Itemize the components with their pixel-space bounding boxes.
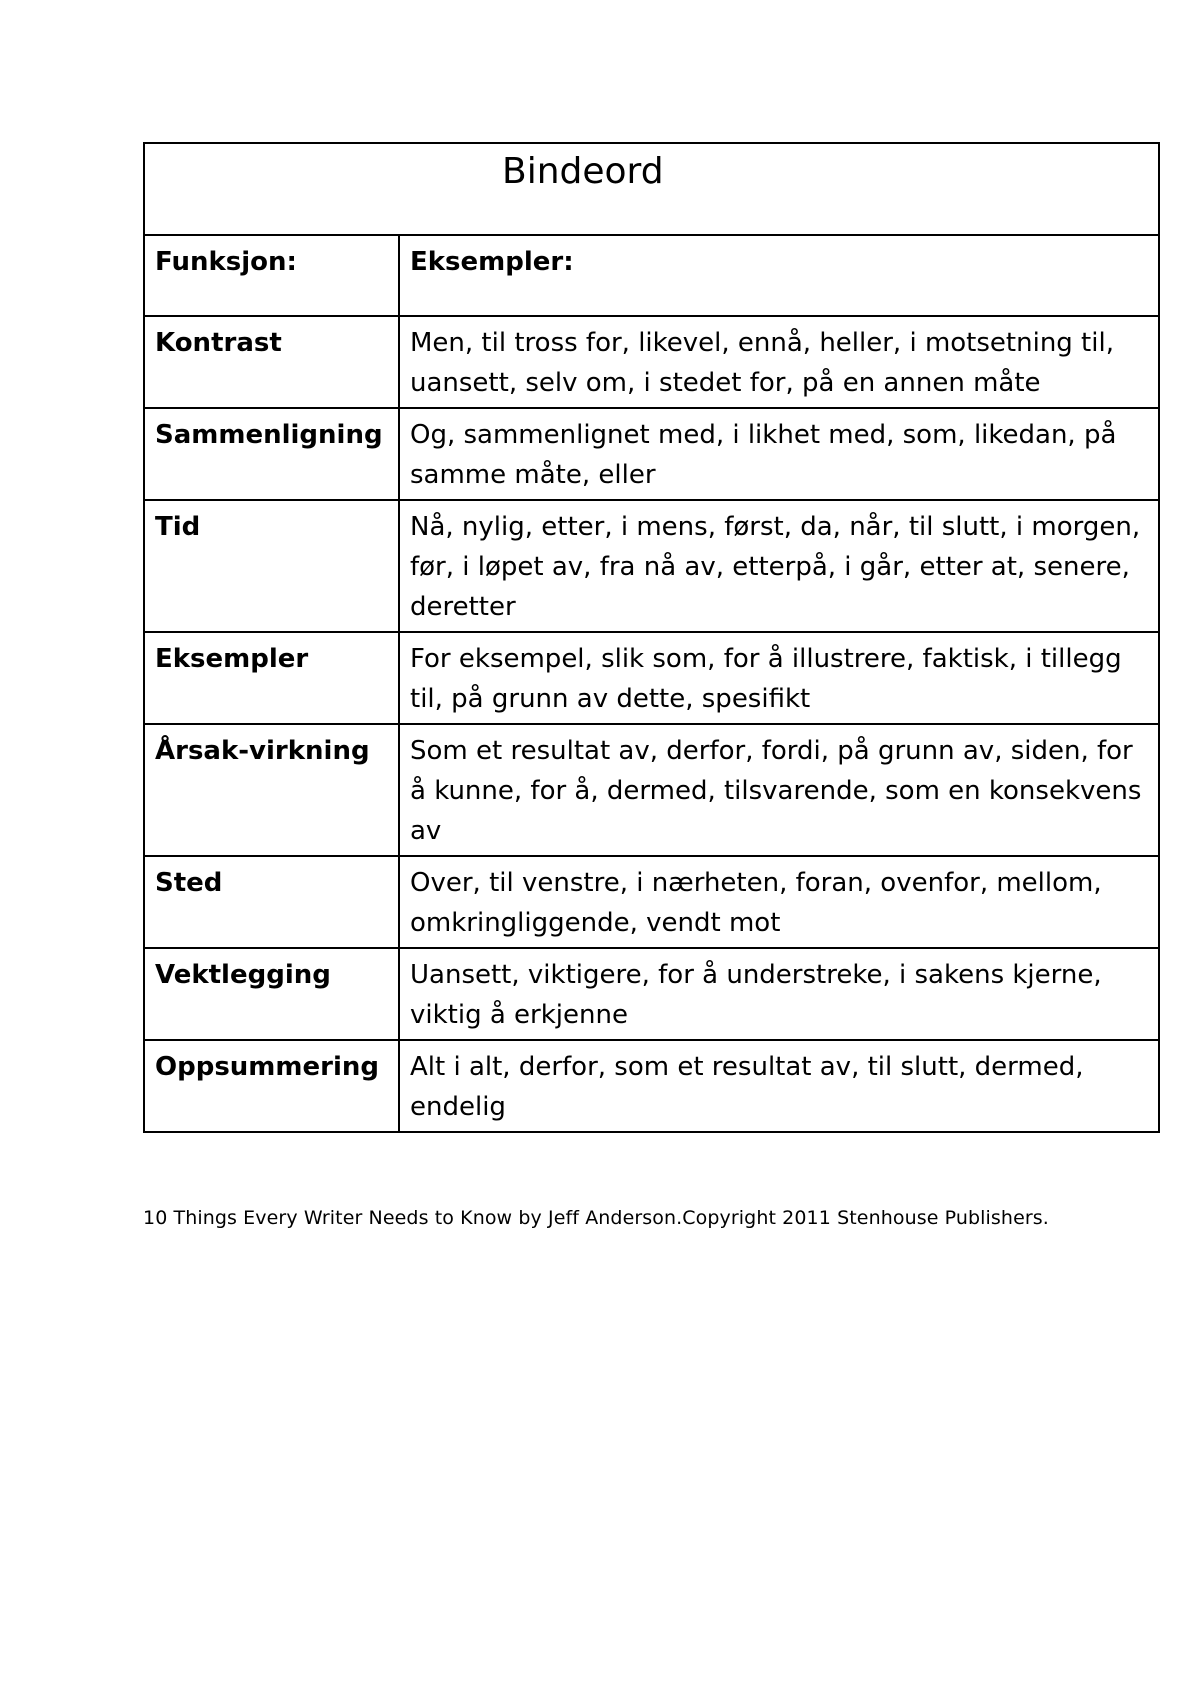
function-cell: Vektlegging <box>144 948 399 1040</box>
title-row <box>144 143 1159 235</box>
examples-cell: Som et resultat av, derfor, fordi, på grunn av, siden, for å kunne, for å, dermed, tilsvarende, som en konsekvens av <box>399 724 1159 856</box>
table-row <box>144 856 1159 948</box>
function-header: Funksjon: <box>144 235 399 316</box>
bindeord-table-container <box>143 142 1160 1133</box>
function-cell: Oppsummering <box>144 1040 399 1132</box>
function-cell: Eksempler <box>144 632 399 724</box>
table-title: Bindeord <box>502 151 664 192</box>
table-row <box>144 948 1159 1040</box>
bindeord-table <box>143 142 1160 1133</box>
table-row <box>144 632 1159 724</box>
examples-cell: Men, til tross for, likevel, ennå, heller, i motsetning til, uansett, selv om, i stedet for, på en annen måte <box>399 316 1159 408</box>
function-cell: Sammenligning <box>144 408 399 500</box>
function-cell: Sted <box>144 856 399 948</box>
examples-cell: Nå, nylig, etter, i mens, først, da, når, til slutt, i morgen, før, i løpet av, fra nå av, etterpå, i går, etter at, senere, deretter <box>399 500 1159 632</box>
title-cell <box>144 143 1159 235</box>
examples-cell: For eksempel, slik som, for å illustrere, faktisk, i tillegg til, på grunn av dette, spesifikt <box>399 632 1159 724</box>
table-row <box>144 724 1159 856</box>
table-row <box>144 500 1159 632</box>
examples-cell: Alt i alt, derfor, som et resultat av, til slutt, dermed, endelig <box>399 1040 1159 1132</box>
table-row <box>144 1040 1159 1132</box>
examples-cell: Uansett, viktigere, for å understreke, i sakens kjerne, viktig å erkjenne <box>399 948 1159 1040</box>
table-row <box>144 316 1159 408</box>
table-row <box>144 408 1159 500</box>
function-cell: Tid <box>144 500 399 632</box>
function-cell: Kontrast <box>144 316 399 408</box>
examples-header: Eksempler: <box>399 235 1159 316</box>
header-row <box>144 235 1159 316</box>
examples-cell: Over, til venstre, i nærheten, foran, ovenfor, mellom, omkringliggende, vendt mot <box>399 856 1159 948</box>
copyright-footer: 10 Things Every Writer Needs to Know by Jeff Anderson.Copyright 2011 Stenhouse Publishers. <box>143 1207 1049 1229</box>
examples-cell: Og, sammenlignet med, i likhet med, som, likedan, på samme måte, eller <box>399 408 1159 500</box>
function-cell: Årsak-virkning <box>144 724 399 856</box>
